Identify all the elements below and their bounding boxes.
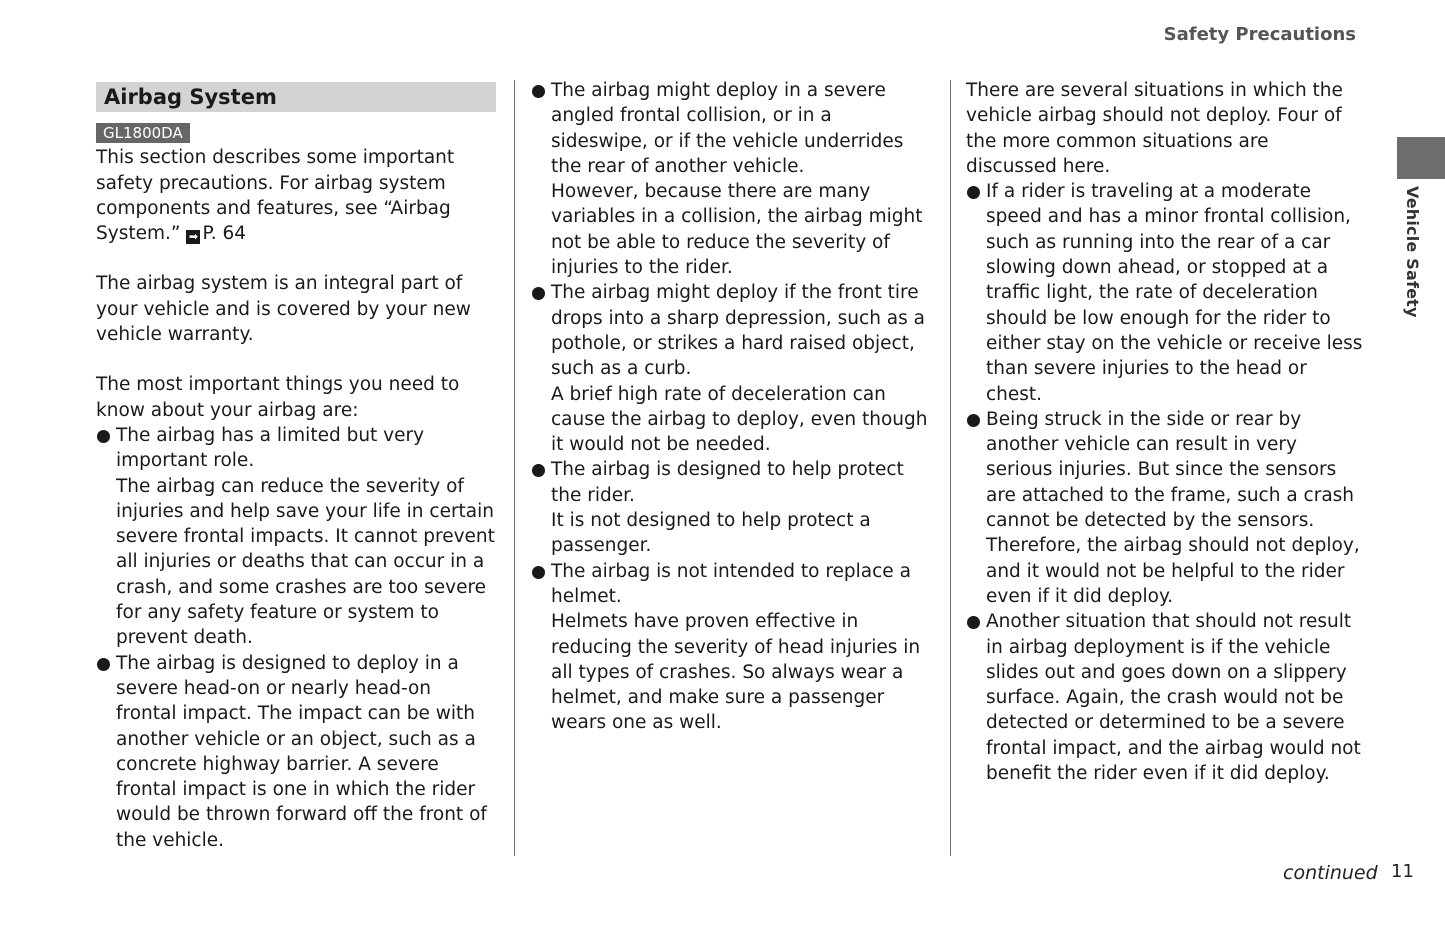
bullet-main-text: The airbag is designed to deploy in a severe head-on or nearly head-on frontal impact. The impact can be with another vehicle or an object, such as a concrete highway barrier. A severe frontal impact is one in which the rider would be thrown forward off the front of the vehicle.: [116, 652, 487, 851]
bullet-main-text: The airbag is designed to help protect the rider.: [551, 459, 904, 506]
bullet-item: [966, 609, 1364, 786]
bullet-item: [531, 280, 931, 457]
bullet-main-text: The airbag might deploy in a severe angled frontal collision, or in a sideswipe, or if the vehicle underrides the rear of another vehicle.: [551, 80, 904, 177]
bullet-detail-text: However, because there are many variables in a collision, the airbag might not be able to reduce the severity of injuries to the rider.: [551, 181, 923, 279]
paragraph: The airbag system is an integral part of your vehicle and is covered by your new vehicle warranty.: [96, 273, 471, 346]
page-header-title: Safety Precautions: [1163, 24, 1356, 45]
intro-paragraph: [96, 145, 496, 246]
bullet-item: [96, 423, 496, 651]
model-badge: GL1800DA: [96, 123, 190, 143]
page-reference-link[interactable]: P. 64: [202, 223, 247, 245]
section-title: Airbag System: [96, 82, 496, 112]
section-tab-marker: [1397, 137, 1445, 179]
section-tab-label: Vehicle Safety: [1403, 186, 1422, 318]
bullet-detail-text: The airbag can reduce the severity of injuries and help save your life in certain severe frontal impacts. It cannot prevent all injuries or deaths that can occur in a crash, and some crashes are too severe for any safety feature or system to prevent death.: [116, 475, 495, 649]
column-1: [96, 78, 496, 853]
column-2: [531, 78, 931, 736]
intro-paragraph: There are several situations in which the vehicle airbag should not deploy. Four of the more common situations are discussed here.: [966, 80, 1343, 177]
bullet-main-text: The airbag might deploy if the front tire drops into a sharp depression, such as a pothole, or strikes a hard raised object, such as a curb.: [551, 282, 925, 380]
bullet-main-text: Being struck in the side or rear by another vehicle can result in very serious injuries. But since the sensors are attached to the frame, such a crash cannot be detected by the sensors. Therefore, the airbag should not deploy, and it would not be helpful to the rider even if it did deploy.: [986, 408, 1360, 607]
bullet-item: [96, 651, 496, 853]
column-3: [966, 78, 1364, 786]
column-divider: [950, 80, 951, 856]
bullet-item: [531, 559, 931, 736]
bullet-item: [531, 78, 931, 280]
bullet-main-text: The airbag has a limited but very important role.: [116, 424, 425, 472]
bullet-main-text: Another situation that should not result in airbag deployment is if the vehicle slides out and goes down on a slippery surface. Again, the crash would not be detected or determined to be a severe frontal impact, and the airbag would not benefit the rider even if it did deploy.: [986, 611, 1361, 785]
bullet-detail-text: It is not designed to help protect a passenger.: [551, 510, 871, 557]
bullet-main-text: The airbag is not intended to replace a helmet.: [551, 560, 911, 607]
bullet-item: [966, 407, 1364, 609]
page-reference-arrow-icon: ➡: [186, 230, 200, 244]
bullet-item: [531, 457, 931, 558]
paragraph: The most important things you need to know about your airbag are:: [96, 374, 460, 421]
continued-label: continued: [1283, 862, 1378, 884]
page-number: 11: [1391, 861, 1414, 882]
intro-text: This section describes some important safety precautions. For airbag system components and features, see “Airbag System.”: [96, 147, 455, 245]
column-divider: [514, 80, 515, 856]
bullet-detail-text: Helmets have proven effective in reducing the severity of head injuries in all types of crashes. So always wear a helmet, and make sure a passenger wears one as well.: [551, 611, 921, 734]
bullet-item: [966, 179, 1364, 407]
bullet-main-text: If a rider is traveling at a moderate speed and has a minor frontal collision, such as running into the rear of a car slowing down ahead, or stopped at a traffic light, the rate of deceleration should be low enough for the rider to either stay on the vehicle or receive less than severe injuries to the head or chest.: [986, 181, 1363, 405]
bullet-detail-text: A brief high rate of deceleration can cause the airbag to deploy, even though it would not be needed.: [551, 383, 928, 456]
